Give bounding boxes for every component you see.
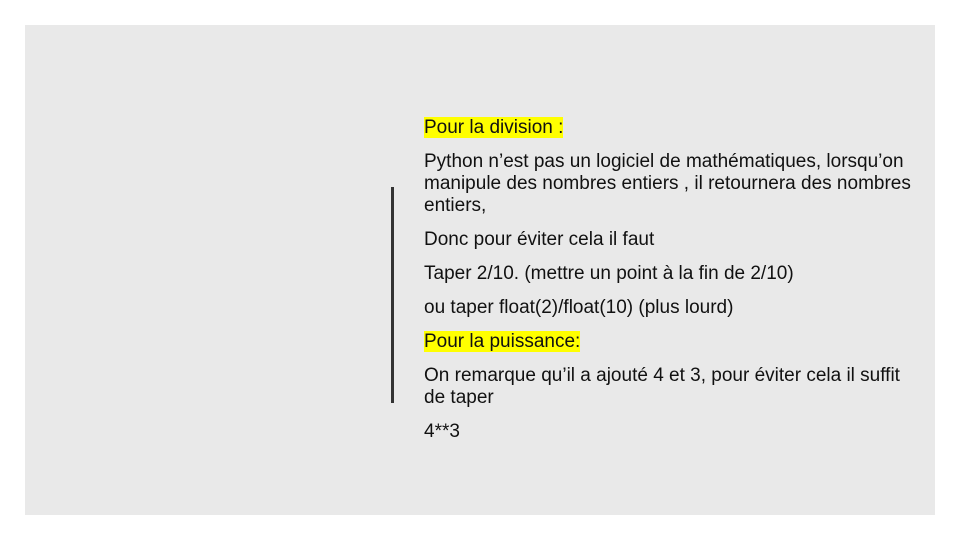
paragraph-code-power: 4**3: [424, 421, 460, 442]
slide-content: [424, 117, 924, 455]
paragraph-remarque: On remarque qu’il a ajouté 4 et 3, pour éviter cela il suffit de taper: [424, 365, 900, 408]
paragraph-avoid: Donc pour éviter cela il faut: [424, 229, 655, 250]
accent-bar: [391, 187, 394, 403]
heading-division: [424, 117, 924, 139]
highlight-division: Pour la division :: [424, 117, 564, 138]
paragraph-taper-point: Taper 2/10. (mettre un point à la fin de 2/10): [424, 263, 794, 284]
heading-puissance: [424, 331, 924, 353]
slide-panel: [25, 25, 935, 515]
paragraph-python-integers: Python n’est pas un logiciel de mathématiques, lorsqu’on manipule des nombres entiers , il retournera des nombres entiers,: [424, 151, 911, 216]
paragraph-taper-float: ou taper float(2)/float(10) (plus lourd): [424, 297, 734, 318]
highlight-puissance: Pour la puissance:: [424, 331, 581, 352]
